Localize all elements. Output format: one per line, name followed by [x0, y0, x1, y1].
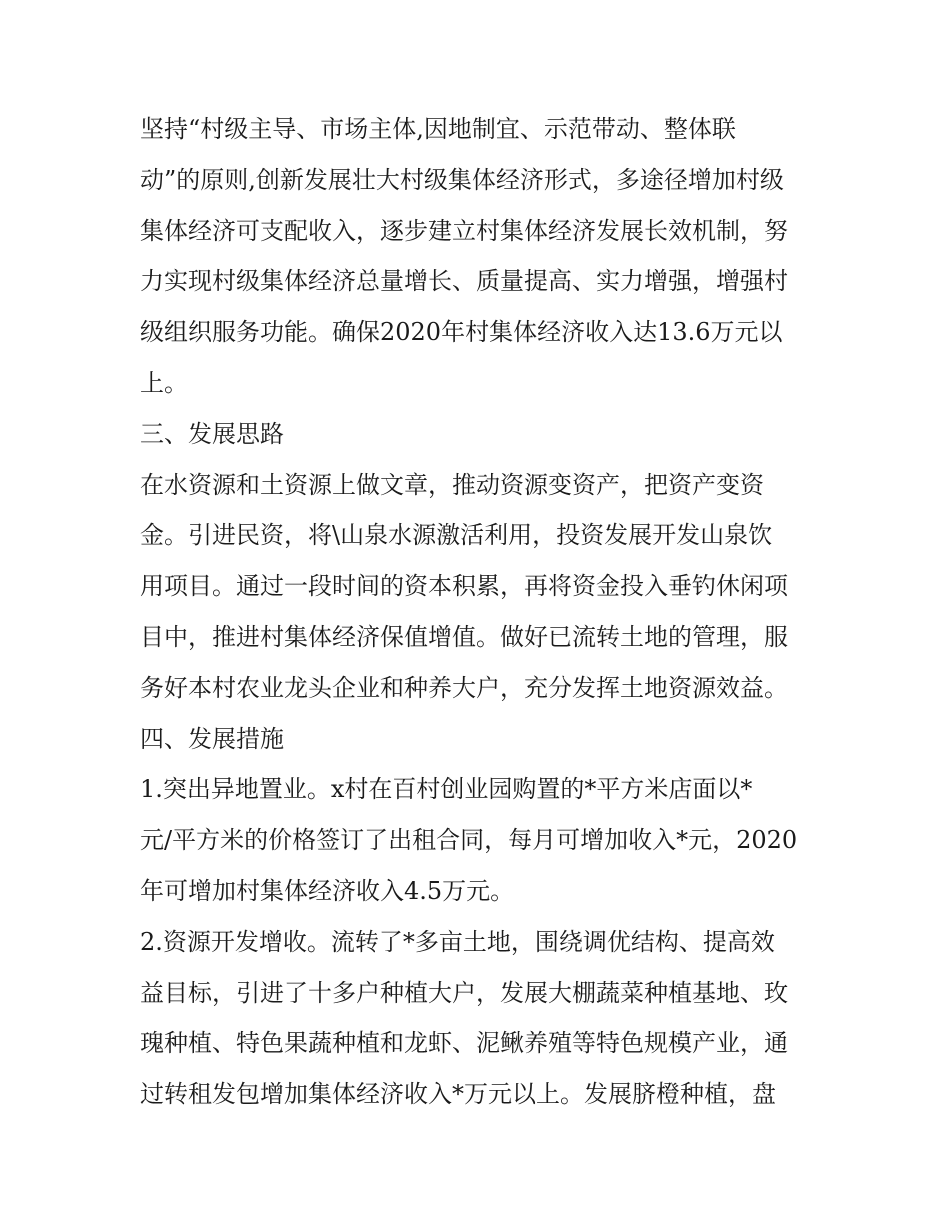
paragraph-line: 2.资源开发增收。流转了*多亩土地，围绕调优结构、提高效 — [140, 927, 775, 956]
paragraph-line: 级组织服务功能。确保2020年村集体经济收入达13.6万元以 — [140, 318, 783, 347]
paragraph-line: 集体经济可支配收入，逐步建立村集体经济发展长效机制，努 — [140, 216, 788, 245]
document-body — [140, 104, 812, 1120]
paragraph-line: 力实现村级集体经济总量增长、质量提高、实力增强，增强村 — [140, 267, 788, 296]
paragraph-line: 用项目。通过一段时间的资本积累，再将资金投入垂钓休闲项 — [140, 572, 788, 601]
paragraph-line: 益目标，引进了十多户种植大户，发展大棚蔬菜种植基地、玫 — [140, 978, 788, 1007]
paragraph-line: 目中，推进村集体经济保值增值。做好已流转土地的管理，服 — [140, 622, 788, 651]
paragraph-line: 动”的原则,创新发展壮大村级集体经济形式，多途径增加村级 — [140, 165, 784, 194]
section-heading: 三、发展思路 — [140, 419, 284, 448]
paragraph-line: 年可增加村集体经济收入4.5万元。 — [140, 876, 515, 905]
paragraph-line: 金。引进民资，将\山泉水源激活利用，投资发展开发山泉饮 — [140, 521, 773, 550]
paragraph-line: 坚持“村级主导、市场主体,因地制宜、示范带动、整体联 — [140, 115, 736, 143]
section-heading: 四、发展措施 — [140, 724, 284, 753]
paragraph-line: 上。 — [140, 368, 188, 397]
paragraph-line: 在水资源和土资源上做文章，推动资源变资产，把资产变资 — [140, 470, 764, 499]
paragraph-line: 元/平方米的价格签订了出租合同，每月可增加收入*元，2020 — [140, 826, 798, 855]
paragraph-line: 瑰种植、特色果蔬种植和龙虾、泥鳅养殖等特色规模产业，通 — [140, 1029, 788, 1058]
paragraph-line: 务好本村农业龙头企业和种养大户，充分发挥土地资源效益。 — [140, 673, 788, 702]
paragraph-line: 过转租发包增加集体经济收入*万元以上。发展脐橙种植，盘 — [140, 1080, 776, 1109]
paragraph-line: 1.突出异地置业。x村在百村创业园购置的*平方米店面以* — [140, 775, 753, 804]
